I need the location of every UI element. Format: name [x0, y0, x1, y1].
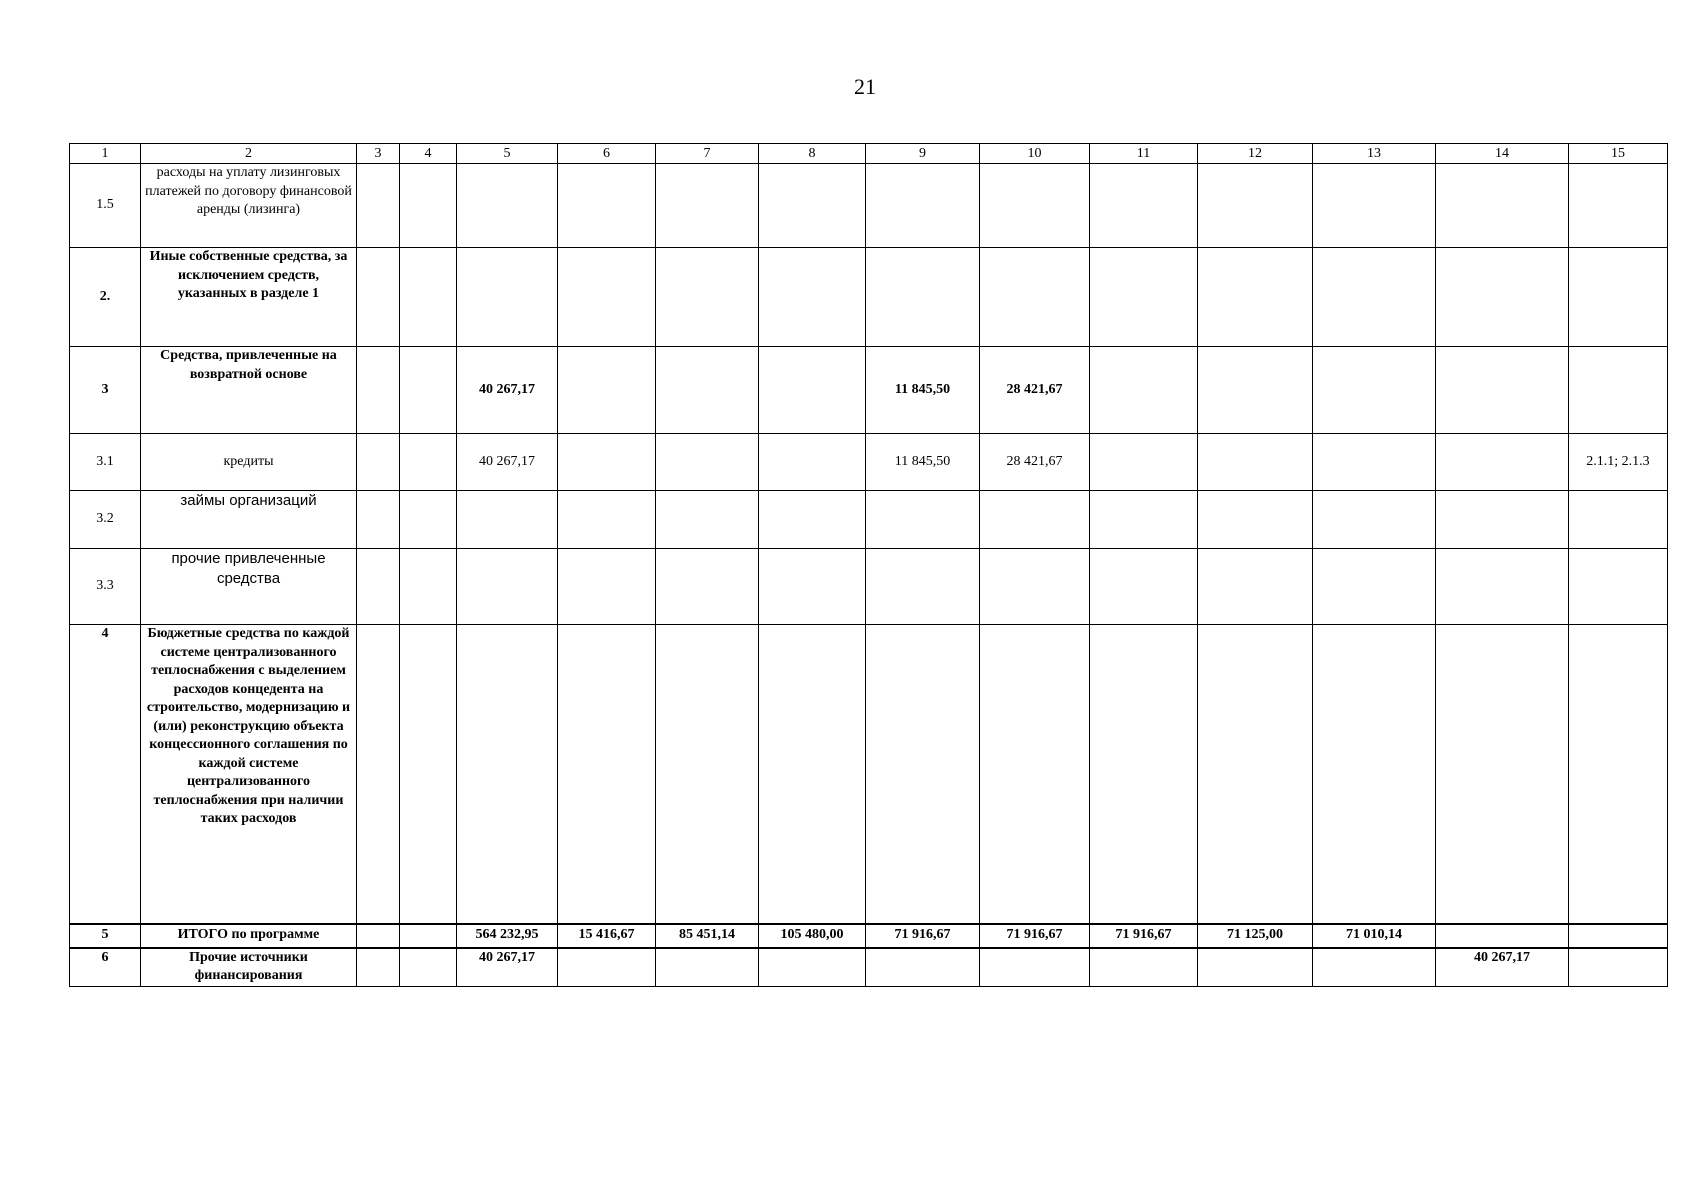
table-row — [70, 248, 1668, 347]
row-name: Иные собственные средства, за исключением средств, указанных в разделе 1 — [141, 248, 357, 347]
table-cell — [457, 549, 558, 625]
table-cell — [759, 491, 866, 549]
table-cell — [1569, 347, 1668, 434]
table-cell — [558, 347, 656, 434]
table-cell — [558, 248, 656, 347]
column-header: 3 — [357, 144, 400, 164]
column-header: 1 — [70, 144, 141, 164]
column-header: 7 — [656, 144, 759, 164]
table-cell — [357, 248, 400, 347]
table-cell — [980, 549, 1090, 625]
table-cell — [1569, 164, 1668, 248]
page-number: 21 — [854, 74, 876, 99]
table-cell — [1198, 491, 1313, 549]
table-cell — [1090, 948, 1198, 987]
table-cell — [1569, 625, 1668, 924]
table-cell — [1436, 549, 1569, 625]
table-cell — [1569, 491, 1668, 549]
table-cell — [357, 491, 400, 549]
table-cell — [400, 948, 457, 987]
row-name: ИТОГО по программе — [141, 924, 357, 948]
table-cell — [1090, 491, 1198, 549]
table-cell — [656, 549, 759, 625]
table-cell — [1198, 434, 1313, 491]
table-cell — [1313, 948, 1436, 987]
table-cell — [558, 434, 656, 491]
table-cell — [759, 948, 866, 987]
table-cell: 11 845,50 — [866, 347, 980, 434]
row-number: 1.5 — [70, 164, 141, 248]
table-cell — [558, 164, 656, 248]
table-cell — [558, 491, 656, 549]
table-cell: 40 267,17 — [457, 347, 558, 434]
table-cell — [357, 924, 400, 948]
table-cell: 28 421,67 — [980, 347, 1090, 434]
table-cell — [759, 164, 866, 248]
table-cell — [866, 948, 980, 987]
table-cell — [1313, 491, 1436, 549]
table-cell — [1569, 248, 1668, 347]
table-cell — [980, 164, 1090, 248]
table-cell: 40 267,17 — [457, 434, 558, 491]
table-row — [70, 549, 1668, 625]
row-name: Бюджетные средства по каждой системе централизованного теплоснабжения с выделением расходов концедента на строительство, модернизацию и (или) реконструкцию объекта концессионного соглашения по каждой системе централизованного теплоснабжения при наличии таких расходов — [141, 625, 357, 924]
table-cell — [1198, 347, 1313, 434]
table-cell — [457, 491, 558, 549]
table-row — [70, 164, 1668, 248]
table-cell — [1313, 347, 1436, 434]
column-header: 8 — [759, 144, 866, 164]
row-name: займы организаций — [141, 491, 357, 549]
financing-table — [69, 143, 1668, 987]
table-cell — [980, 948, 1090, 987]
table-cell — [1569, 924, 1668, 948]
table-cell — [980, 625, 1090, 924]
column-header: 14 — [1436, 144, 1569, 164]
table-cell — [1436, 347, 1569, 434]
table-cell: 2.1.1; 2.1.3 — [1569, 434, 1668, 491]
table-cell — [1090, 248, 1198, 347]
table-cell — [1198, 248, 1313, 347]
table-cell — [759, 549, 866, 625]
table-cell — [558, 625, 656, 924]
table-cell — [357, 549, 400, 625]
table-row-total — [70, 924, 1668, 948]
column-header: 10 — [980, 144, 1090, 164]
row-number: 3.3 — [70, 549, 141, 625]
table-cell — [1313, 549, 1436, 625]
table-cell: 40 267,17 — [457, 948, 558, 987]
table-cell — [400, 347, 457, 434]
table-cell — [400, 924, 457, 948]
table-cell — [357, 164, 400, 248]
table-cell — [656, 164, 759, 248]
table-cell — [1569, 948, 1668, 987]
table-cell — [1436, 434, 1569, 491]
row-number: 3.1 — [70, 434, 141, 491]
table-cell — [866, 491, 980, 549]
column-header: 13 — [1313, 144, 1436, 164]
table-cell — [759, 434, 866, 491]
table-cell — [866, 248, 980, 347]
table-cell — [656, 434, 759, 491]
table-cell — [1198, 549, 1313, 625]
table-cell: 71 010,14 — [1313, 924, 1436, 948]
row-name: прочие привлеченные средства — [141, 549, 357, 625]
table-cell: 71 125,00 — [1198, 924, 1313, 948]
table-row — [70, 948, 1668, 987]
table-row — [70, 434, 1668, 491]
table-cell — [1436, 625, 1569, 924]
table-cell — [759, 625, 866, 924]
row-number: 3 — [70, 347, 141, 434]
table-cell — [1198, 948, 1313, 987]
table-cell: 15 416,67 — [558, 924, 656, 948]
table-row — [70, 625, 1668, 924]
table-cell: 71 916,67 — [1090, 924, 1198, 948]
table-cell — [1198, 625, 1313, 924]
row-name: кредиты — [141, 434, 357, 491]
table-cell — [1436, 164, 1569, 248]
column-header: 12 — [1198, 144, 1313, 164]
table-cell — [400, 491, 457, 549]
table-cell: 28 421,67 — [980, 434, 1090, 491]
row-name: расходы на уплату лизинговых платежей по договору финансовой аренды (лизинга) — [141, 164, 357, 248]
table-cell — [1436, 491, 1569, 549]
table-cell: 71 916,67 — [980, 924, 1090, 948]
table-cell — [400, 549, 457, 625]
table-cell — [1436, 924, 1569, 948]
row-number: 4 — [70, 625, 141, 924]
table-cell — [980, 248, 1090, 347]
column-header: 6 — [558, 144, 656, 164]
table-cell — [866, 164, 980, 248]
row-number: 3.2 — [70, 491, 141, 549]
column-header: 5 — [457, 144, 558, 164]
table-cell — [457, 625, 558, 924]
table-cell — [1090, 164, 1198, 248]
table-cell — [400, 248, 457, 347]
table-row — [70, 491, 1668, 549]
table-cell — [558, 549, 656, 625]
table-cell — [457, 164, 558, 248]
table-cell: 40 267,17 — [1436, 948, 1569, 987]
column-header: 11 — [1090, 144, 1198, 164]
column-header: 4 — [400, 144, 457, 164]
table-cell — [656, 625, 759, 924]
column-number-row — [70, 144, 1668, 164]
table-cell: 85 451,14 — [656, 924, 759, 948]
row-name: Средства, привлеченные на возвратной основе — [141, 347, 357, 434]
table-cell — [1090, 347, 1198, 434]
table-cell — [866, 549, 980, 625]
row-number: 6 — [70, 948, 141, 987]
table-cell — [1090, 625, 1198, 924]
table-cell — [400, 434, 457, 491]
table-cell — [866, 625, 980, 924]
table-cell — [357, 347, 400, 434]
table-cell — [1569, 549, 1668, 625]
column-header: 15 — [1569, 144, 1668, 164]
table-cell — [656, 948, 759, 987]
row-name: Прочие источники финансирования — [141, 948, 357, 987]
table-cell — [400, 625, 457, 924]
table-cell — [1198, 164, 1313, 248]
table-row — [70, 347, 1668, 434]
table-cell — [759, 248, 866, 347]
table-cell — [1313, 434, 1436, 491]
table-cell — [1436, 248, 1569, 347]
table-cell — [357, 625, 400, 924]
table-cell — [357, 948, 400, 987]
column-header: 9 — [866, 144, 980, 164]
table-cell — [1090, 434, 1198, 491]
table-cell — [656, 347, 759, 434]
table-cell — [457, 248, 558, 347]
row-number: 5 — [70, 924, 141, 948]
table-cell — [1313, 164, 1436, 248]
table-cell — [656, 491, 759, 549]
table-cell: 11 845,50 — [866, 434, 980, 491]
table-cell: 105 480,00 — [759, 924, 866, 948]
table-cell — [558, 948, 656, 987]
table-cell: 564 232,95 — [457, 924, 558, 948]
table-cell — [980, 491, 1090, 549]
table-cell — [656, 248, 759, 347]
row-number: 2. — [70, 248, 141, 347]
column-header: 2 — [141, 144, 357, 164]
table-cell — [759, 347, 866, 434]
table-cell — [1313, 625, 1436, 924]
table-cell — [357, 434, 400, 491]
table-cell — [1090, 549, 1198, 625]
table-cell — [1313, 248, 1436, 347]
table-cell — [400, 164, 457, 248]
table-cell: 71 916,67 — [866, 924, 980, 948]
